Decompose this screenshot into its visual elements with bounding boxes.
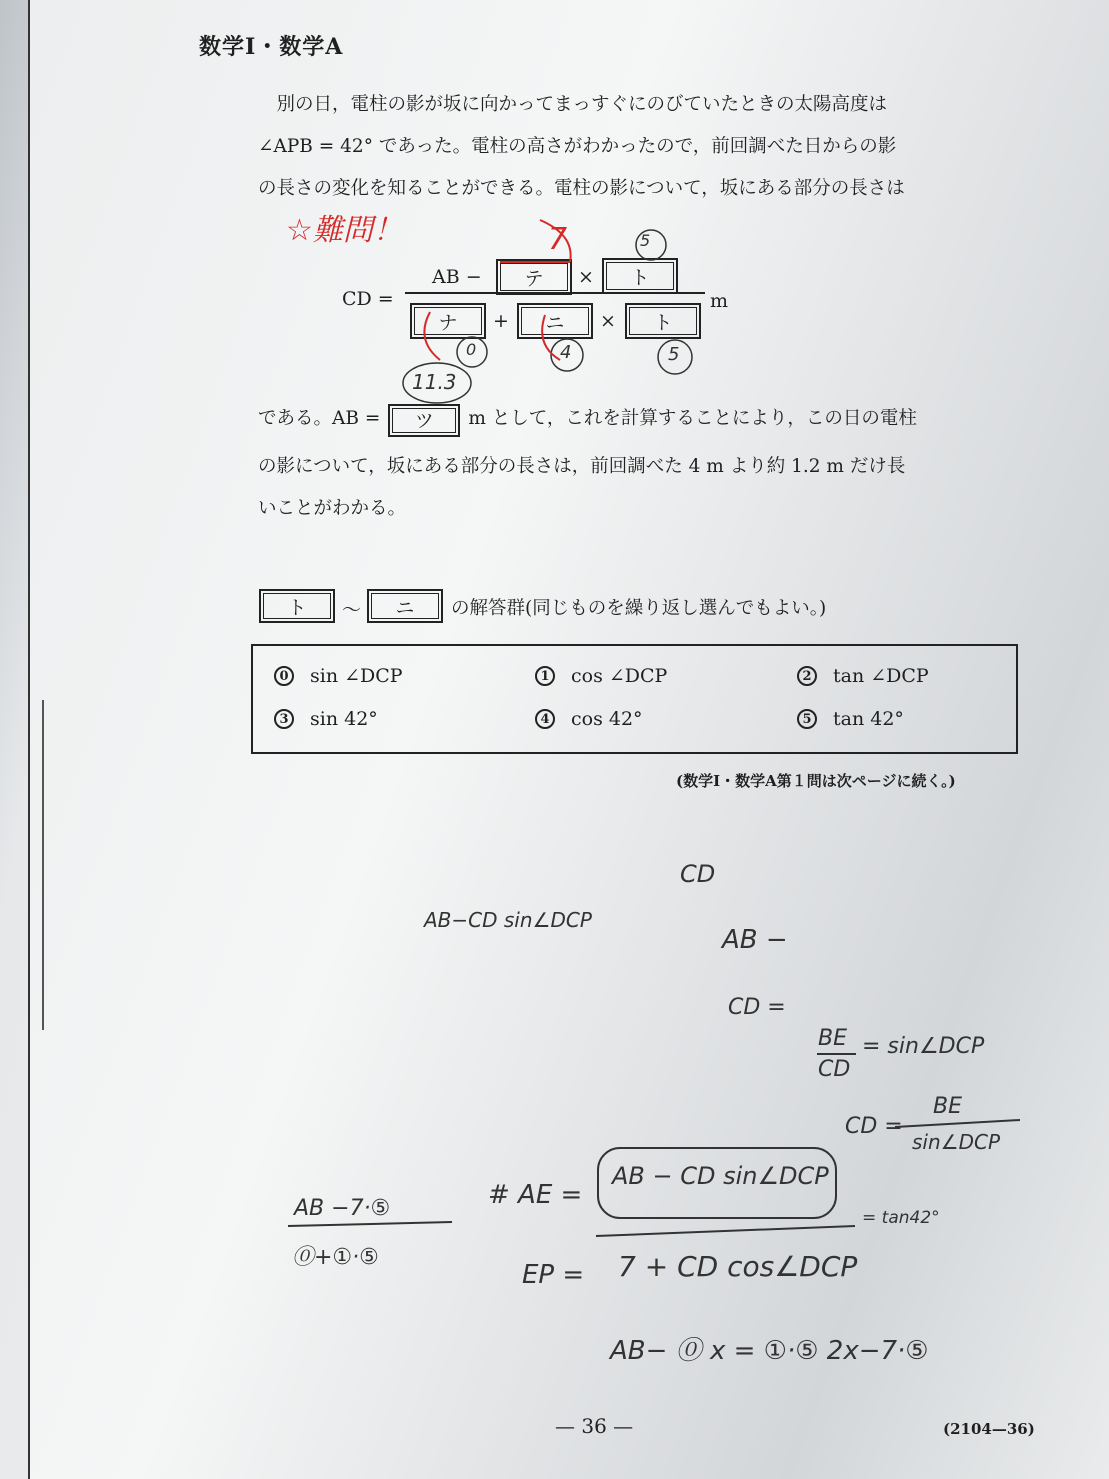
handwritten-circled-5: 5 [640,231,651,250]
paragraph-text: m として，これを計算することにより，この日の電柱 [468,408,917,429]
handwritten-work: EP = [522,1260,585,1290]
handwritten-value-11-3: 11.3 [412,370,457,394]
circled-number: 4 [535,709,555,729]
plus-sign: + [493,310,509,332]
circled-number: 0 [274,666,294,686]
handwritten-work: ⓪+①·⑤ [292,1245,379,1270]
answer-group-label: の解答群(同じものを繰り返し選んでもよい。) [451,598,827,619]
handwritten-work: AB−CD sin∠DCP [424,908,592,932]
handwritten-work: CD [818,1057,851,1082]
answer-box-na[interactable]: ナ [410,303,486,339]
answer-box-to[interactable]: ト [602,258,678,294]
choice-label: cos 42° [571,708,643,730]
choice-label: tan 42° [833,708,904,730]
paragraph-line: ∠APB = 42° であった。電柱の高さがわかったので，前回調べた日からの影 [258,136,897,157]
choice-label: sin ∠DCP [310,665,403,687]
answer-group-box-to: ト [259,589,335,623]
choice-label: cos ∠DCP [571,665,668,687]
formula-lhs: CD = [342,288,394,310]
page-number: — 36 — [555,1414,634,1438]
handwritten-work: AB −7·⑤ [294,1196,391,1221]
handwritten-work: CD = [728,995,786,1020]
circled-number: 5 [797,709,817,729]
handwritten-work: # AE = [488,1180,583,1210]
choice-label: sin 42° [310,708,378,730]
answer-box-tsu[interactable]: ツ [388,404,460,437]
handwritten-work: CD [680,860,716,888]
times-sign: × [600,310,616,332]
paragraph-line: の影について，坂にある部分の長さは，前回調べた 4 m より約 1.2 m だけ長 [258,456,906,477]
circled-number: 3 [274,709,294,729]
handwritten-work: AB − CD sin∠DCP [612,1162,829,1190]
choice-label: tan ∠DCP [833,665,929,687]
answer-box-te[interactable]: テ [496,259,572,295]
circled-number: 2 [797,666,817,686]
continue-note: (数学Ⅰ・数学A第１問は次ページに続く。) [676,772,956,790]
handwritten-work: AB− ⓪ x = ①·⑤ 2x−7·⑤ [610,1336,929,1366]
tilde: 〜 [342,599,362,621]
paragraph-line: いことがわかる。 [258,498,407,519]
answer-box-to[interactable]: ト [625,303,701,339]
circled-number: 1 [535,666,555,686]
handwritten-circled-4: 4 [560,342,572,363]
handwritten-work: = tan42° [862,1208,940,1228]
handwritten-work: = sin∠DCP [862,1034,985,1059]
answer-group-box-ni: ニ [367,589,443,623]
paragraph-text: である。AB = [258,408,381,429]
handwritten-work: CD = [845,1114,903,1139]
paragraph-line: 別の日，電柱の影が坂に向かってまっすぐにのびていたときの太陽高度は [258,94,888,115]
handwritten-circled-5b: 5 [668,344,680,365]
handwritten-work: sin∠DCP [912,1130,1001,1154]
page-header: 数学Ⅰ・数学A [199,34,344,60]
formula-unit: m [710,290,729,312]
times-sign: × [578,266,594,288]
handwritten-work: BE [818,1026,847,1051]
formula-num-prefix: AB − [432,266,482,288]
handwritten-red-note: ☆難問！ [286,213,403,248]
handwritten-red-7: 7 [548,222,568,257]
page-code: (2104—36) [943,1420,1035,1438]
handwritten-work: 7 + CD cos∠DCP [618,1250,858,1283]
paragraph-line: の長さの変化を知ることができる。電柱の影について，坂にある部分の長さは [258,178,905,199]
handwritten-circled-0: 0 [466,340,477,359]
handwritten-work: AB − [722,925,788,955]
answer-box-ni[interactable]: ニ [517,303,593,339]
handwritten-work: BE [933,1094,962,1119]
